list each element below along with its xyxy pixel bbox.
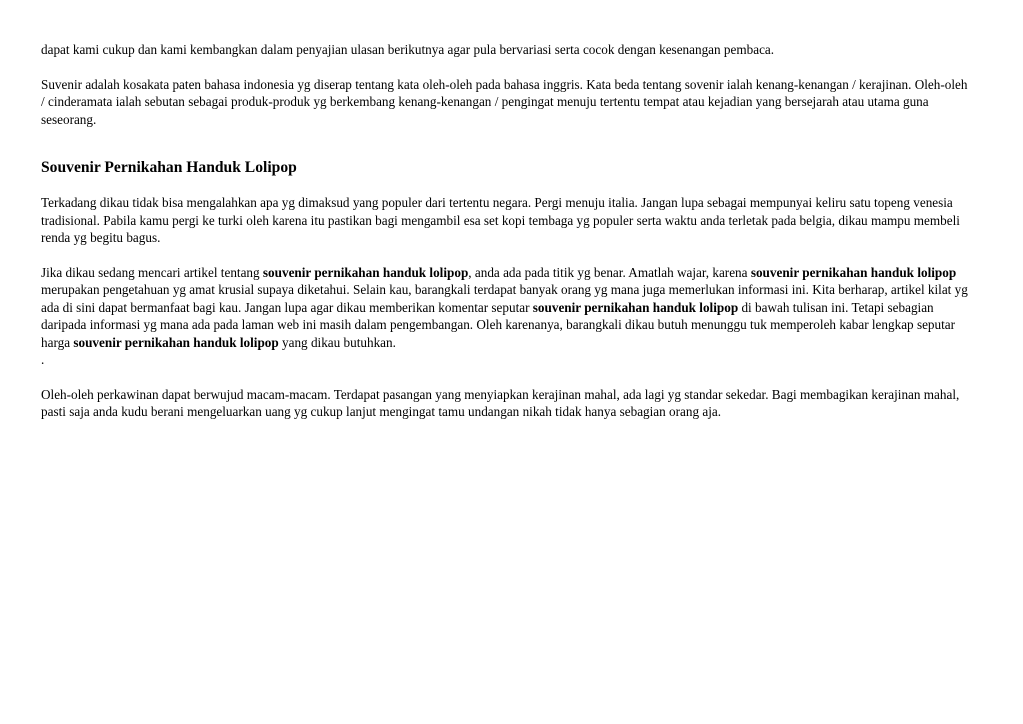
paragraph-gap	[41, 247, 971, 264]
keyword-bold: souvenir pernikahan handuk lolipop	[750, 265, 957, 281]
article-paragraph	[41, 264, 971, 351]
article-text-part: di bawah tulisan ini. Tetapi sebagian daripada informasi yg mana ada pada laman web ini masih dalam pengembangan. Oleh karenanya, barangkali dikau butuh menunggu tuk memperoleh kabar lengkap seputar harga	[41, 299, 956, 350]
paragraph-gap	[41, 58, 971, 75]
paragraph-gap	[41, 368, 971, 385]
keyword-bold: souvenir pernikahan handuk lolipop	[532, 299, 739, 315]
section-gap	[41, 128, 971, 158]
definition-paragraph: Suvenir adalah kosakata paten bahasa indonesia yg diserap tentang kata oleh-oleh pada bahasa inggris. Kata beda tentang sovenir ialah kenang-kenangan / kerajinan. Oleh-oleh / cinderamata ialah sebutan sebagai produk-produk yg berkembang kenang-kenangan / pengingat menuju tertentu tempat atau kejadian yang bersejarah atau utama guna seseorang.	[41, 76, 968, 127]
article-text-part: yang dikau butuhkan.	[278, 334, 396, 350]
dot-line: .	[41, 352, 45, 368]
article-text-part: Jika dikau sedang mencari artikel tentang	[41, 265, 263, 281]
article-text-part: , anda ada pada titik yg benar. Amatlah wajar, karena	[468, 265, 751, 281]
intro-paragraph: dapat kami cukup dan kami kembangkan dalam penyajian ulasan berikutnya agar pula bervariasi serta cocok dengan kesenangan pembaca.	[41, 42, 775, 57]
section-heading: Souvenir Pernikahan Handuk Lolipop	[41, 159, 297, 177]
keyword-bold: souvenir pernikahan handuk lolipop	[73, 334, 279, 350]
paragraph-gap	[41, 177, 971, 194]
document-page	[41, 41, 971, 421]
keyword-bold: souvenir pernikahan handuk lolipop	[262, 265, 469, 281]
article-text-part: merupakan pengetahuan yg amat krusial supaya diketahui. Selain kau, barangkali terdapat banyak orang yg mana juga memerlukan informasi ini. Kita berharap, artikel kilat yg ada di sini dapat bermanfaat bagi kau. Jangan lupa agar dikau memberikan komentar seputar	[41, 282, 968, 315]
travel-paragraph: Terkadang dikau tidak bisa mengalahkan apa yg dimaksud yang populer dari tertentu negara. Pergi menuju italia. Jangan lupa sebagai mempunyai keliru satu topeng venesia tradisional. Pabila kamu pergi ke turki oleh karena itu pastikan bagi mengambil esa set kopi tembaga yg populer serta waktu anda terletak pada belgia, dikau mampu membeli renda yg begitu bagus.	[41, 195, 960, 246]
gift-paragraph: Oleh-oleh perkawinan dapat berwujud macam-macam. Terdapat pasangan yang menyiapkan kerajinan mahal, ada lagi yg standar sekedar. Bagi membagikan kerajinan mahal, pasti saja anda kudu berani mengeluarkan uang yg cukup lanjut mengingat tamu undangan nikah tidak hanya sebagian orang aja.	[41, 386, 960, 420]
